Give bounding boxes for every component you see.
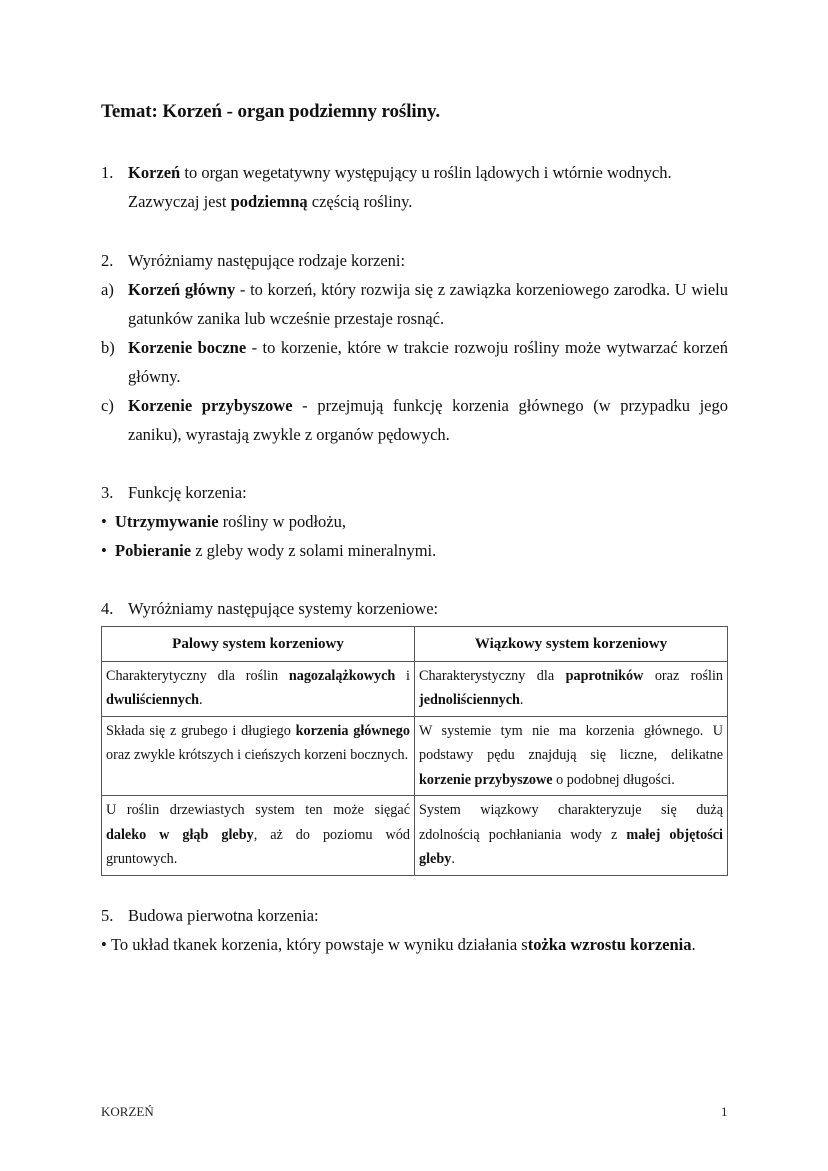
- table-cell: Charakterytyczny dla roślin nagozalążkowych i dwuliściennych.: [102, 661, 415, 716]
- table-cell: Charakterystyczny dla paprotników oraz roślin jednoliściennych.: [415, 661, 728, 716]
- footer-title: KORZEŃ: [101, 1104, 154, 1119]
- table-cell: W systemie tym nie ma korzenia głównego. U podstawy pędu znajdują się liczne, delikatne korzenie przybyszowe o podobnej długości.: [415, 716, 728, 796]
- table-cell: U roślin drzewiastych system ten może sięgać daleko w głąb gleby, aż do poziomu wód gruntowych.: [102, 796, 415, 876]
- section-heading: Budowa pierwotna korzenia:: [128, 906, 319, 925]
- table-cell: System wiązkowy charakteryzuje się dużą zdolnością pochłaniania wody z małej objętości gleby.: [415, 796, 728, 876]
- bullet-icon: •: [101, 541, 107, 560]
- column-header: Wiązkowy system korzeniowy: [415, 627, 728, 662]
- section-3: [101, 478, 728, 565]
- table-header-row: [102, 627, 728, 662]
- bold-term: Korzenie boczne: [128, 338, 247, 357]
- list-item: a) Korzeń główny - to korzeń, który rozwija się z zawiązka korzeniowego zarodka. U wielu gatunków zanika lub wcześnie przestaje rosnąć.: [101, 280, 728, 328]
- section-2: [101, 246, 728, 449]
- section-number: 2.: [101, 251, 114, 270]
- section-1: [101, 158, 728, 216]
- bold-term: podziemną: [230, 192, 308, 211]
- section-1-text: Korzeń to organ wegetatywny występujący u roślin lądowych i wtórnie wodnych. Zazwyczaj jest podziemną częścią rośliny.: [128, 163, 672, 211]
- section-4: [101, 594, 728, 623]
- bullet-icon: •: [101, 935, 107, 954]
- bullet-item: • Pobieranie z gleby wody z solami mineralnymi.: [101, 536, 728, 565]
- table-cell: Składa się z grubego i długiego korzenia głównego oraz zwykle krótszych i cieńszych korzeni bocznych.: [102, 716, 415, 796]
- section-heading: Funkcję korzenia:: [128, 483, 247, 502]
- bold-term: Korzeń główny: [128, 280, 236, 299]
- section-number: 3.: [101, 483, 114, 502]
- bold-term: Korzenie przybyszowe: [128, 396, 293, 415]
- section-number: 4.: [101, 599, 114, 618]
- section-number: 1.: [101, 163, 114, 182]
- section-heading: Wyróżniamy następujące rodzaje korzeni:: [128, 251, 406, 270]
- table-row: [102, 796, 728, 876]
- bold-term: Korzeń: [128, 163, 181, 182]
- bold-term: Utrzymywanie: [115, 512, 219, 531]
- list-item: b) Korzenie boczne - to korzenie, które w trakcie rozwoju rośliny może wytwarzać korzeń główny.: [101, 338, 729, 386]
- section-number: 5.: [101, 906, 114, 925]
- section-5: [101, 901, 728, 959]
- list-item: c) Korzenie przybyszowe - przejmują funkcję korzenia głównego (w przypadku jego zaniku), wyrastają zwykle z organów pędowych.: [101, 396, 728, 444]
- section-heading: Wyróżniamy następujące systemy korzeniowe:: [128, 599, 439, 618]
- bullet-item: • To układ tkanek korzenia, który powstaje w wyniku działania stożka wzrostu korzenia.: [101, 930, 728, 959]
- root-systems-table: [101, 626, 728, 876]
- bullet-icon: •: [101, 512, 107, 531]
- page-title: Temat: Korzeń - organ podziemny rośliny.: [101, 101, 441, 122]
- table-row: [102, 716, 728, 796]
- bold-term: tożka wzrostu korzenia: [527, 935, 692, 954]
- bold-term: Pobieranie: [115, 541, 192, 560]
- column-header: Palowy system korzeniowy: [102, 627, 415, 662]
- table-row: [102, 661, 728, 716]
- page-number: 1: [721, 1104, 728, 1119]
- bullet-item: • Utrzymywanie rośliny w podłożu,: [101, 507, 728, 536]
